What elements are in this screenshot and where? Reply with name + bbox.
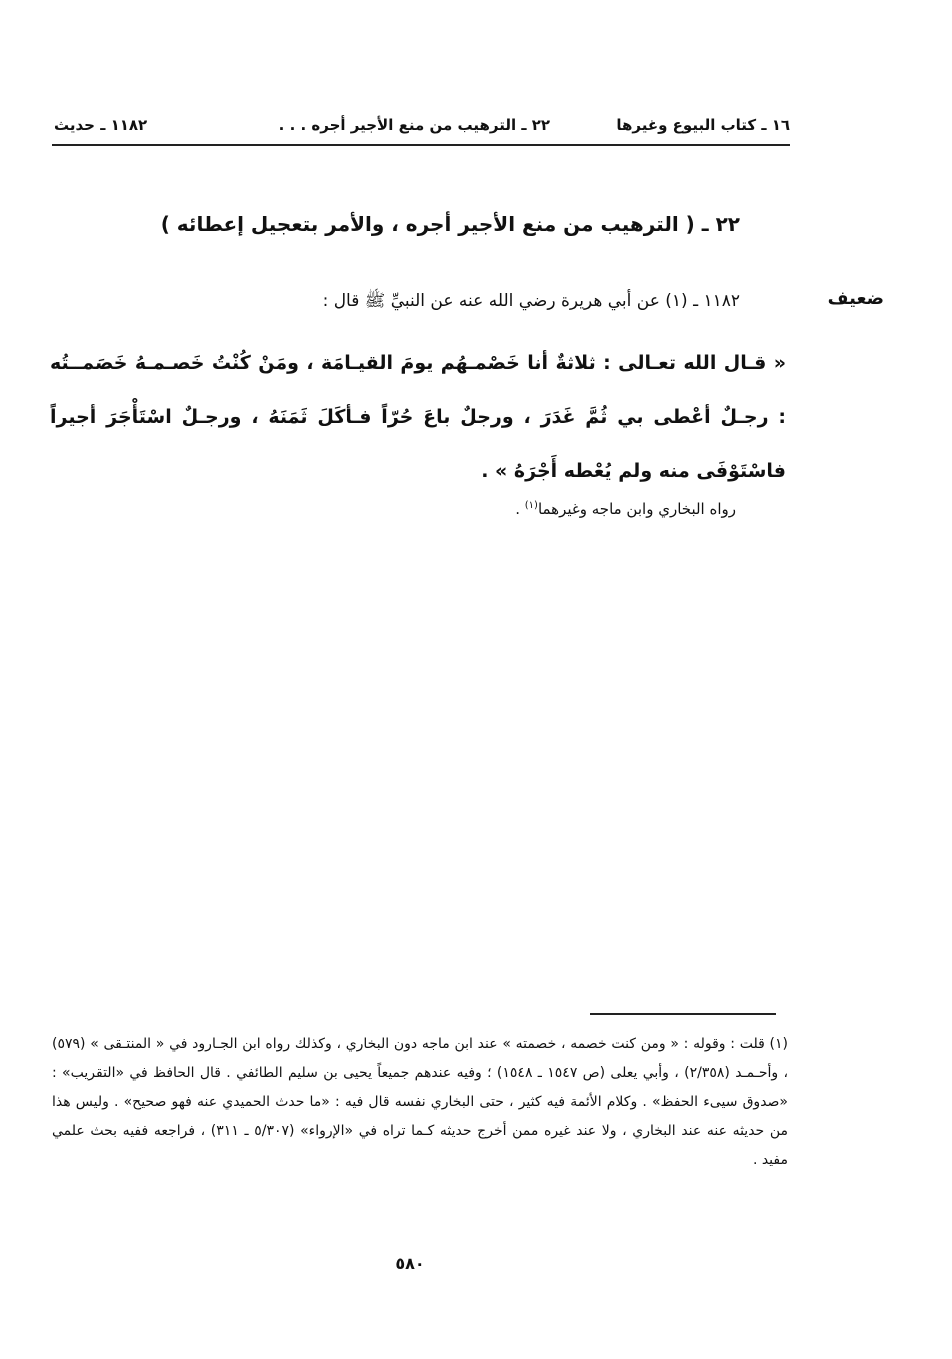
header-book-title: ١٦ ـ كتاب البيوع وغيرها [616,116,790,134]
running-header [52,112,790,146]
hadith-grade: ضعيف [827,288,884,309]
header-chapter-title: ٢٢ ـ الترهيب من منع الأجير أجره . . . [278,116,550,134]
header-hadith-ref: ١١٨٢ ـ حديث [54,116,148,134]
chapter-title: ٢٢ ـ ( الترهيب من منع الأجير أجره ، والأمر بتعجيل إعطائه ) [160,212,740,236]
hadith-source [300,500,736,518]
footnote: (١) قلت : وقوله : « ومن كنت خصمه ، خصمته » عند ابن ماجه دون البخاري ، وكذلك رواه ابن الجـارود في « المنتـقى » (٥٧٩) ، وأحـمـد (٢/٣٥٨) ، وأبي يعلى (ص ١٥٤٧ ـ ١٥٤٨) ؛ وفيه عندهم جميعاً يحيى بن سليم الطائفي . قال الحافظ في «التقريب» : «صدوق سيىء الحفظ» . وكلام الأئمة فيه كثير ، حتى البخاري نفسه قال فيه : «ما حدث الحميدي عنه فهو صحيح» . وليس هذا من حديثه عنه عند البخاري ، ولا عند غيره ممن أخرج حديثه كـما تراه في «الإرواء» (٥/٣٠٧ ـ ٣١١) ، فراجعه ففيه بحث علمي مفيد . [52,1036,789,1168]
source-end: . [515,500,525,518]
source-text: رواه البخاري وابن ماجه وغيرهما [537,500,736,518]
hadith-intro: ١١٨٢ ـ (١) عن أبي هريرة رضي الله عنه عن النبيِّ ﷺ قال : [322,291,740,311]
hadith-text: « قـال الله تعـالى : ثلاثةٌ أنا خَصْمـهُم يومَ القيـامَة ، ومَنْ كُنْتُ خَصـمـهُ خَصَمــتُه : رجـلٌ أعْطى بي ثُمَّ غَدَرَ ، ورجلٌ باعَ حُرّاً فـأكَلَ ثَمَنَهُ ، ورجـلٌ اسْتَأْجَرَ أجيراً فاسْتَوْفَى منه ولم يُعْطه أَجْرَهُ » . [50,352,786,482]
footnote-divider [590,1013,776,1015]
page-number: ٥٨٠ [395,1254,425,1273]
footnote-marker: (١) [524,500,538,511]
